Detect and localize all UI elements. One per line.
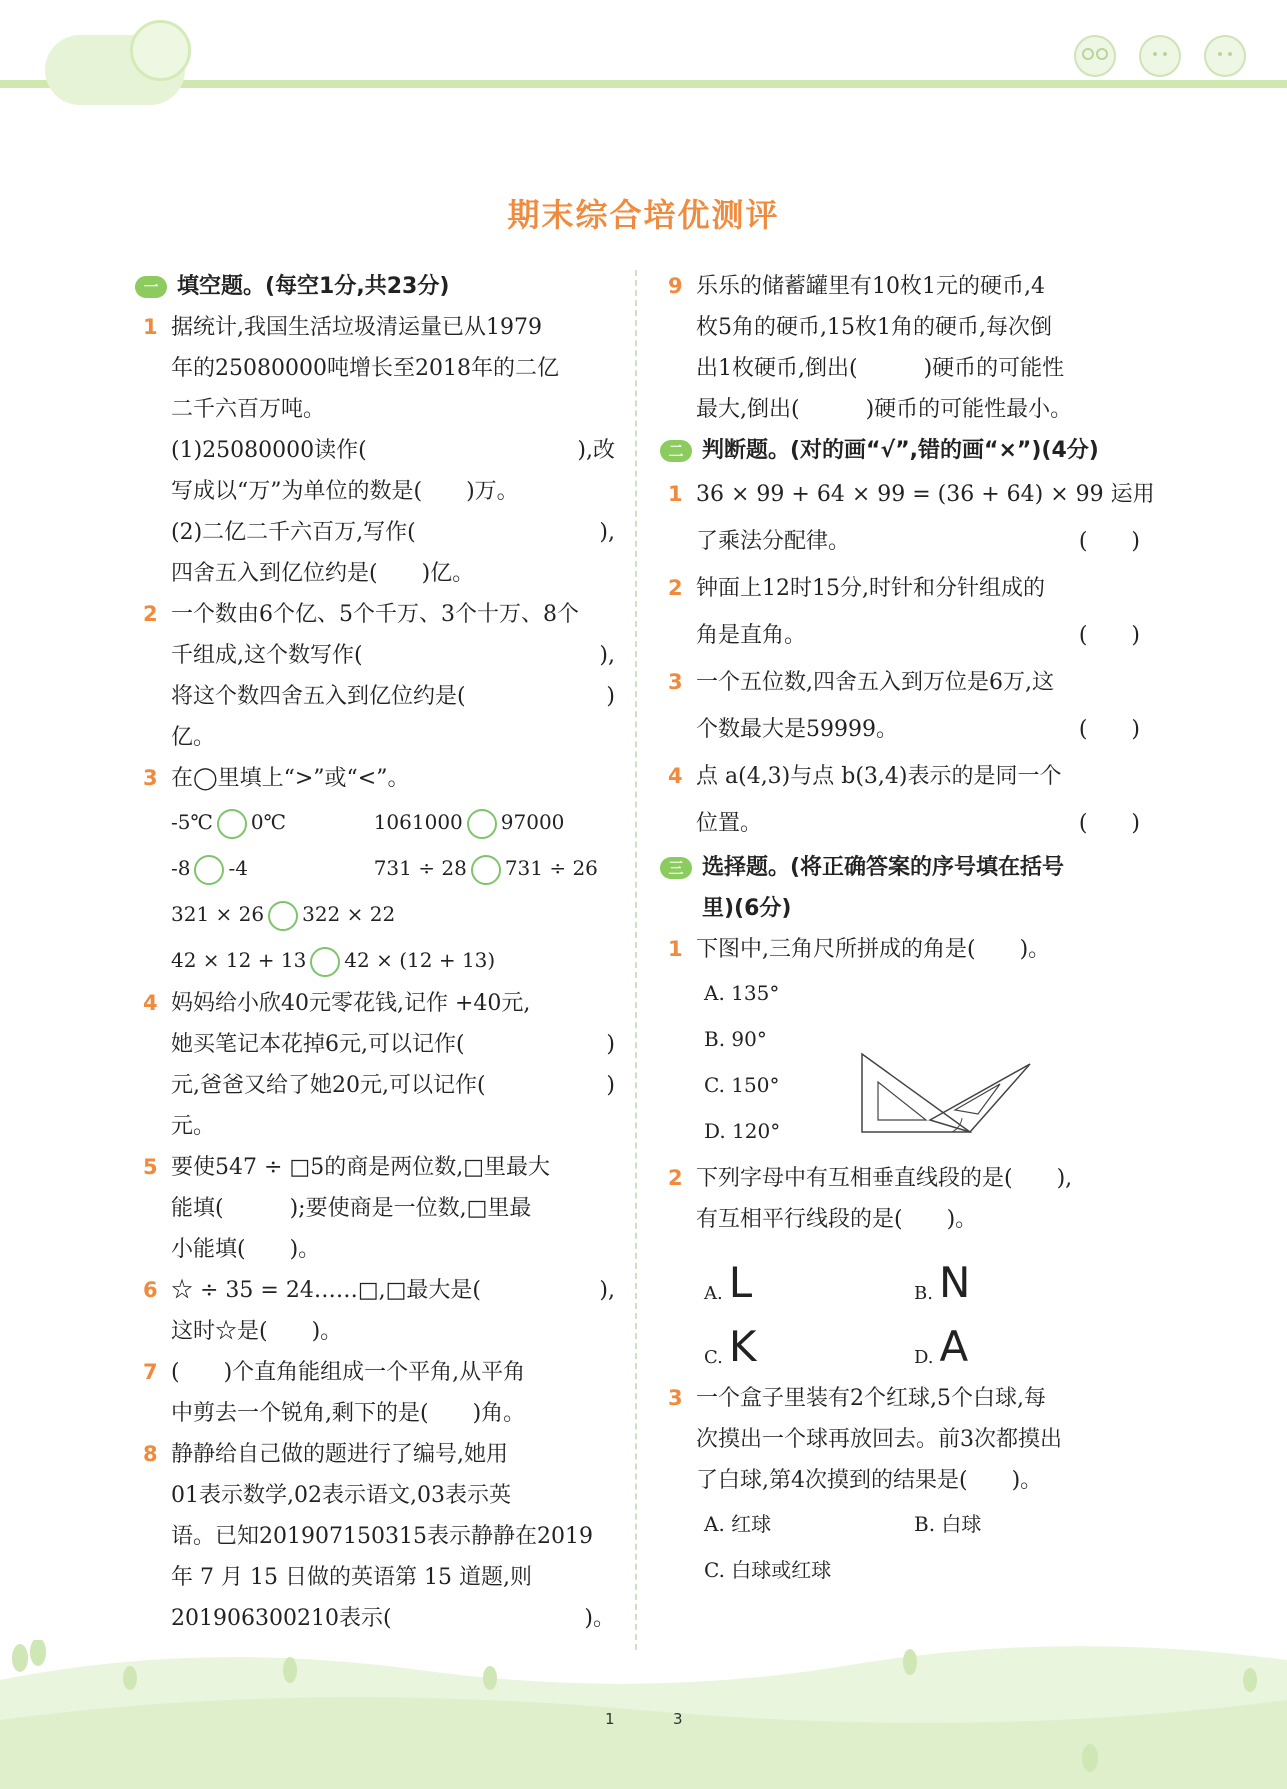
section-title: 里)(6分) <box>702 896 792 921</box>
question-number: 3 <box>668 670 683 694</box>
question-text: 妈妈给小欣40元零花钱,记作 +40元, <box>171 991 531 1016</box>
option: A. L <box>704 1258 753 1307</box>
question-number: 6 <box>143 1278 158 1302</box>
page-number-left: 1 <box>605 1710 615 1728</box>
answer-paren[interactable]: ( ) <box>1078 717 1140 742</box>
question-text: 下图中,三角尺所拼成的角是( )。 <box>696 937 1051 962</box>
option: A. 红球 <box>704 1512 772 1536</box>
compare-row: -5℃ 0℃ 1061000 97000 <box>135 799 615 845</box>
section-true-false <box>660 430 1140 471</box>
question-text: 能填( );要使商是一位数,□里最 <box>171 1196 532 1221</box>
option: B. N <box>914 1258 971 1307</box>
question-text: (2)二亿二千六百万,写作( ), <box>171 520 615 545</box>
question-number: 8 <box>143 1442 158 1466</box>
question-7 <box>135 1352 615 1434</box>
judge-4 <box>660 753 1140 847</box>
section-badge: 三 <box>660 857 692 879</box>
question-text: 乐乐的储蓄罐里有10枚1元的硬币,4 <box>696 274 1045 299</box>
question-text: 钟面上12时15分,时针和分针组成的 <box>696 576 1045 601</box>
page-title: 期末综合培优测评 <box>507 196 780 234</box>
question-text: 了白球,第4次摸到的结果是( )。 <box>696 1468 1043 1493</box>
question-text: (1)25080000读作( ),改 <box>171 438 615 463</box>
question-text: 将这个数四舍五入到亿位约是( ) <box>171 684 615 709</box>
question-number: 9 <box>668 274 683 298</box>
question-text: 元。 <box>171 1114 216 1139</box>
right-column <box>660 266 1155 1593</box>
question-text: ☆ ÷ 35 = 24……□,□最大是( ), <box>171 1278 615 1303</box>
question-number: 3 <box>143 766 158 790</box>
question-text: 写成以“万”为单位的数是( )万。 <box>171 479 519 504</box>
hills-decoration <box>0 1640 1287 1789</box>
choice-3 <box>660 1378 1140 1501</box>
section-title: 填空题。(每空1分,共23分) <box>177 274 450 299</box>
question-text: 四舍五入到亿位约是( )亿。 <box>171 561 475 586</box>
compare-row: -8 -4 731 ÷ 28 731 ÷ 26 <box>135 845 615 891</box>
question-text: 一个五位数,四舍五入到万位是6万,这 <box>696 670 1054 695</box>
option: A. 135° <box>704 981 780 1005</box>
option: D. 120° <box>704 1119 781 1143</box>
question-text: 元,爸爸又给了她20元,可以记作( ) <box>171 1073 615 1098</box>
option: C. 白球或红球 <box>704 1558 832 1582</box>
left-column <box>135 266 615 1639</box>
question-text: 201906300210表示( )。 <box>171 1606 615 1631</box>
question-text: 角是直角。 ( ) <box>696 612 1140 659</box>
question-8 <box>135 1434 615 1639</box>
question-text: 静静给自己做的题进行了编号,她用 <box>171 1442 508 1467</box>
section-fill-blank <box>135 266 615 307</box>
question-text: 枚5角的硬币,15枚1角的硬币,每次倒 <box>696 315 1052 340</box>
compare-circle[interactable] <box>471 855 501 885</box>
option: B. 白球 <box>914 1512 982 1536</box>
set-square-figure <box>860 1052 1040 1137</box>
page-number-right: 3 <box>673 1710 683 1728</box>
question-number: 1 <box>668 937 683 961</box>
question-text: 了乘法分配律。 ( ) <box>696 518 1140 565</box>
choice-1 <box>660 929 1140 970</box>
question-number: 7 <box>143 1360 158 1384</box>
question-text: 中剪去一个锐角,剩下的是( )角。 <box>171 1401 526 1426</box>
section-badge: 二 <box>660 440 692 462</box>
question-text: 这时☆是( )。 <box>171 1319 343 1344</box>
option: B. 90° <box>704 1027 767 1051</box>
column-divider <box>635 270 637 1650</box>
question-4 <box>135 983 615 1147</box>
question-number: 2 <box>143 602 158 626</box>
question-text: ( )个直角能组成一个平角,从平角 <box>171 1360 526 1385</box>
question-text: 一个盒子里装有2个红球,5个白球,每 <box>696 1386 1046 1411</box>
question-text: 有互相平行线段的是( )。 <box>696 1207 978 1232</box>
question-text: 亿。 <box>171 725 216 750</box>
question-text: 下列字母中有互相垂直线段的是( ), <box>696 1166 1073 1191</box>
question-text: 位置。 ( ) <box>696 800 1140 847</box>
question-text: 据统计,我国生活垃圾清运量已从1979 <box>171 315 542 340</box>
question-1 <box>135 307 615 594</box>
compare-circle[interactable] <box>310 947 340 977</box>
answer-paren[interactable]: ( ) <box>1078 529 1140 554</box>
judge-2 <box>660 565 1140 659</box>
sun-icon <box>130 20 191 81</box>
compare-circle[interactable] <box>467 809 497 839</box>
question-text: 她买笔记本花掉6元,可以记作( ) <box>171 1032 615 1057</box>
question-number: 4 <box>668 764 683 788</box>
question-text: 二千六百万吨。 <box>171 397 326 422</box>
header-band <box>0 80 1287 88</box>
question-text: 最大,倒出( )硬币的可能性最小。 <box>696 397 1073 422</box>
compare-row: 321 × 26 322 × 22 <box>135 891 615 937</box>
judge-1 <box>660 471 1155 565</box>
choice-2 <box>660 1158 1140 1240</box>
question-text: 01表示数学,02表示语文,03表示英 <box>171 1483 511 1508</box>
compare-circle[interactable] <box>194 855 224 885</box>
section-title: 判断题。(对的画“√”,错的画“×”)(4分) <box>702 438 1099 463</box>
option: C. K <box>704 1322 757 1371</box>
question-text: 个数最大是59999。 ( ) <box>696 706 1140 753</box>
cartoon-animals-icon <box>1065 28 1255 80</box>
question-number: 2 <box>668 576 683 600</box>
question-2 <box>135 594 615 758</box>
option: D. A <box>914 1322 969 1371</box>
question-text: 在◯里填上“>”或“<”。 <box>171 766 410 791</box>
compare-row: 42 × 12 + 13 42 × (12 + 13) <box>135 937 615 983</box>
section-title: 选择题。(将正确答案的序号填在括号 <box>702 855 1065 880</box>
question-number: 1 <box>668 482 683 506</box>
question-5 <box>135 1147 615 1270</box>
question-number: 5 <box>143 1155 158 1179</box>
judge-3 <box>660 659 1140 753</box>
question-number: 1 <box>143 315 158 339</box>
question-number: 3 <box>668 1386 683 1410</box>
option: C. 150° <box>704 1073 780 1097</box>
compare-circle[interactable] <box>217 809 247 839</box>
question-text: 年 7 月 15 日做的英语第 15 道题,则 <box>171 1565 532 1590</box>
letter-options <box>660 1240 1140 1371</box>
question-9 <box>660 266 1140 430</box>
question-text: 出1枚硬币,倒出( )硬币的可能性 <box>696 356 1065 381</box>
section-choice <box>660 847 1140 929</box>
answer-paren[interactable]: ( ) <box>1078 811 1140 836</box>
question-text: 小能填( )。 <box>171 1237 321 1262</box>
question-3 <box>135 758 615 799</box>
question-text: 语。已知201907150315表示静静在2019 <box>171 1524 593 1549</box>
section-badge: 一 <box>135 276 167 298</box>
question-text: 36 × 99 + 64 × 99 = (36 + 64) × 99 运用 <box>696 482 1155 507</box>
question-6 <box>135 1270 615 1352</box>
question-text: 千组成,这个数写作( ), <box>171 643 615 668</box>
question-number: 2 <box>668 1166 683 1190</box>
answer-paren[interactable]: ( ) <box>1078 623 1140 648</box>
question-text: 一个数由6个亿、5个千万、3个十万、8个 <box>171 602 579 627</box>
option-row <box>660 1501 1140 1547</box>
question-text: 次摸出一个球再放回去。前3次都摸出 <box>696 1427 1062 1452</box>
question-text: 年的25080000吨增长至2018年的二亿 <box>171 356 559 381</box>
compare-circle[interactable] <box>268 901 298 931</box>
question-number: 4 <box>143 991 158 1015</box>
question-text: 点 a(4,3)与点 b(3,4)表示的是同一个 <box>696 764 1062 789</box>
question-text: 要使547 ÷ □5的商是两位数,□里最大 <box>171 1155 550 1180</box>
